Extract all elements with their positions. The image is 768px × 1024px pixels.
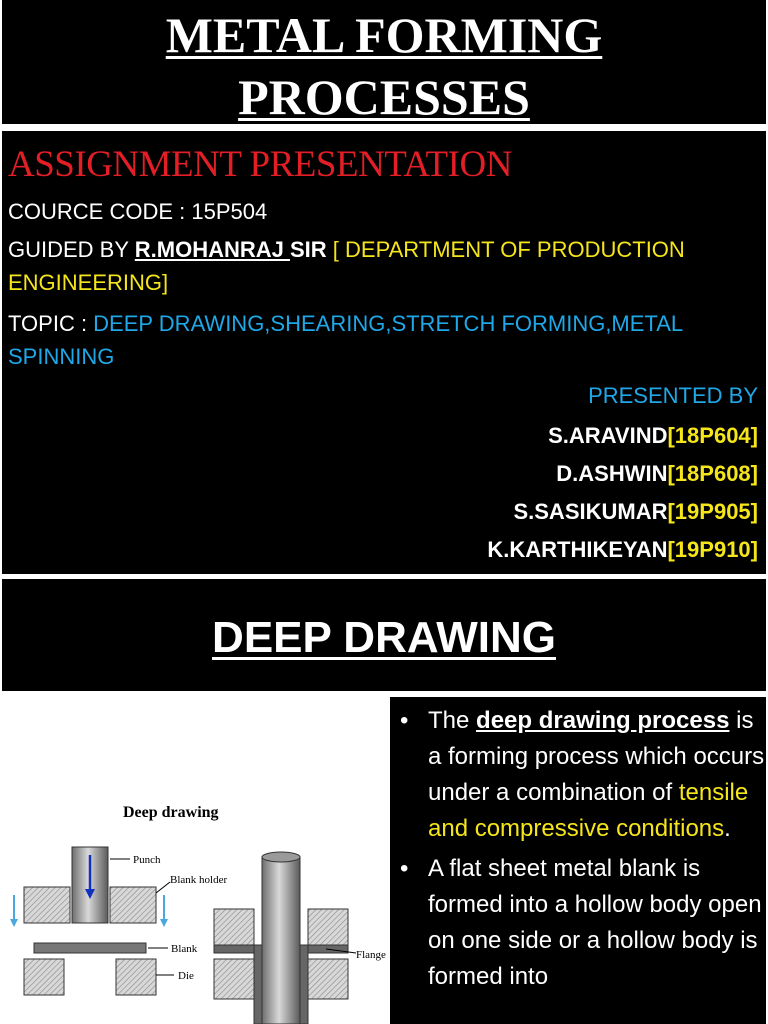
bullet-dot: • xyxy=(400,707,409,734)
die-left-drawn xyxy=(214,959,254,999)
presenter-id: [18P604] xyxy=(667,423,758,448)
blank-shape xyxy=(34,943,146,953)
label-die: Die xyxy=(178,970,194,982)
presenter-4 xyxy=(487,535,758,565)
holder-left-drawn xyxy=(214,909,254,945)
presenter-name: K.KARTHIKEYAN xyxy=(487,537,668,562)
main-title xyxy=(2,0,766,124)
blank-holder-left xyxy=(24,887,70,923)
deep-drawing-heading: DEEP DRAWING xyxy=(212,613,556,662)
blank-holder-leader xyxy=(156,882,170,893)
guide-title: SIR xyxy=(289,237,327,262)
info-slide xyxy=(2,131,766,574)
deep-drawing-header-slide xyxy=(2,579,766,691)
course-code: COURCE CODE : 15P504 xyxy=(8,199,268,224)
presenter-1 xyxy=(548,421,758,451)
deep-drawing-content-slide xyxy=(2,697,766,1024)
presenter-id: [18P608] xyxy=(667,461,758,486)
highlight-deep-drawing-process: deep drawing process xyxy=(476,707,730,734)
bullet-dot: • xyxy=(400,855,409,882)
guided-prefix: GUIDED BY xyxy=(8,237,135,262)
label-blank: Blank xyxy=(171,943,198,955)
die-right xyxy=(116,959,156,995)
presenter-id: [19P910] xyxy=(667,537,758,562)
presented-by: PRESENTED BY xyxy=(588,383,758,408)
diagram-title: Deep drawing xyxy=(123,804,219,821)
topic-line-2: SPINNING xyxy=(8,344,115,369)
presenter-3 xyxy=(513,497,758,527)
holder-right-drawn xyxy=(308,909,348,945)
topic-line-1: DEEP DRAWING,SHEARING,STRETCH FORMING,METAL xyxy=(93,311,684,336)
title-slide xyxy=(2,0,766,124)
die-left xyxy=(24,959,64,995)
topic xyxy=(8,307,683,373)
presenter-name: D.ASHWIN xyxy=(556,461,668,486)
title-line-2: PROCESSES xyxy=(238,69,530,124)
holder-arrow-left-head xyxy=(10,919,18,927)
holder-arrow-right-head xyxy=(160,919,168,927)
bullet-list xyxy=(400,703,766,995)
bullet-item-2: • A flat sheet metal blank is formed into a hollow body open on one side or a hollow body is formed into xyxy=(400,851,766,995)
die-right-drawn xyxy=(308,959,348,999)
guided-by xyxy=(8,233,685,299)
deep-drawing-diagram xyxy=(2,697,390,1024)
title-line-1: METAL FORMING xyxy=(165,7,603,63)
presenter-2 xyxy=(556,459,758,489)
punch-drawn xyxy=(262,857,300,1024)
label-flange: Flange xyxy=(356,949,386,961)
label-punch: Punch xyxy=(133,854,161,866)
label-blank-holder: Blank holder xyxy=(170,874,228,886)
department-line-2: ENGINEERING] xyxy=(8,270,169,295)
department-line-1: [ DEPARTMENT OF PRODUCTION xyxy=(326,237,685,262)
assignment-heading: ASSIGNMENT PRESENTATION xyxy=(8,144,512,185)
presenter-name: S.ARAVIND xyxy=(548,423,668,448)
presenter-name: S.SASIKUMAR xyxy=(513,499,668,524)
guide-name: R.MOHANRAJ xyxy=(134,237,290,262)
cup-wall-right xyxy=(300,945,308,1024)
punch-top xyxy=(262,852,300,862)
blank-holder-right xyxy=(110,887,156,923)
deep-drawing-illustration xyxy=(2,697,390,1024)
presenter-id: [19P905] xyxy=(667,499,758,524)
bullet-item-1: • The deep drawing process is a forming process which occurs under a combination of tensile and compressive conditions. xyxy=(400,703,766,847)
topic-prefix: TOPIC : xyxy=(8,311,94,336)
cup-wall-left xyxy=(254,945,262,1024)
highlight-tensile-compressive: tensile and compressive conditions xyxy=(428,779,749,842)
